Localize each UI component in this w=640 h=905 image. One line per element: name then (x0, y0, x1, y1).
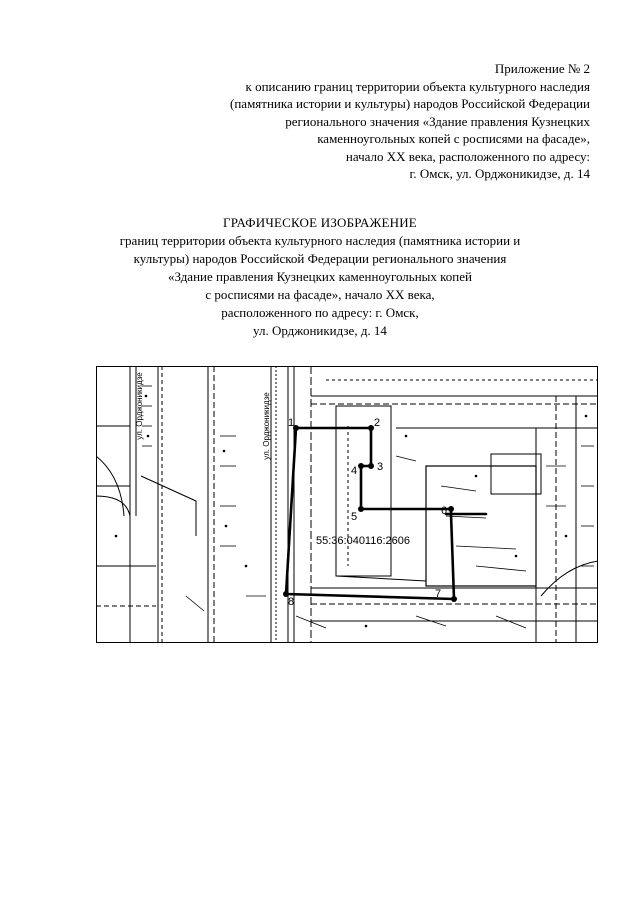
appendix-line: (памятника истории и культуры) народов Российской Федерации (230, 96, 590, 111)
document-heading (80, 214, 560, 340)
point-number: 8 (288, 596, 295, 608)
heading-line: расположенного по адресу: г. Омск, (221, 305, 419, 320)
cadastral-number: 55:36:040116:2606 (316, 535, 410, 547)
territory-boundary (286, 428, 486, 599)
heading-line: с росписями на фасаде», начало ХХ века, (205, 287, 435, 302)
heading-line: границ территории объекта культурного наследия (памятника истории и (119, 233, 521, 248)
street-lines (96, 366, 598, 643)
point-labels (288, 417, 447, 608)
street-label: ул. Орджоникидзе (262, 392, 271, 460)
survey-marks (142, 386, 594, 628)
appendix-reference (130, 60, 590, 183)
appendix-line-number: Приложение № 2 (494, 61, 590, 76)
boundary-point (358, 506, 364, 512)
point-number: 2 (374, 417, 381, 429)
boundary-point (448, 506, 454, 512)
point-number: 5 (351, 511, 358, 523)
boundary-map (96, 366, 598, 643)
appendix-line: каменноугольных копей с росписями на фасаде», (317, 131, 590, 146)
heading-line: культуры) народов Российской Федерации регионального значения (133, 251, 507, 266)
appendix-line: к описанию границ территории объекта культурного наследия (245, 78, 590, 94)
point-number: 4 (351, 465, 358, 477)
appendix-line: г. Омск, ул. Орджоникидзе, д. 14 (409, 166, 590, 181)
boundary-point (368, 463, 374, 469)
point-number: 3 (377, 461, 384, 473)
point-number: 6 (441, 505, 448, 517)
appendix-line: регионального значения «Здание правления Кузнецких (285, 113, 590, 129)
appendix-line: начало ХХ века, расположенного по адресу: (345, 148, 590, 164)
point-number: 1 (288, 417, 295, 429)
map-drawing (96, 366, 598, 643)
boundary-point (358, 463, 364, 469)
boundary-point (451, 596, 457, 602)
street-label: ул. Орджоникидзе (135, 372, 144, 440)
heading-line: «Здание правления Кузнецких каменноугольных копей (168, 269, 472, 284)
heading-line: ул. Орджоникидзе, д. 14 (253, 323, 387, 338)
document-title: ГРАФИЧЕСКОЕ ИЗОБРАЖЕНИЕ (223, 215, 417, 230)
point-number: 7 (435, 588, 442, 600)
